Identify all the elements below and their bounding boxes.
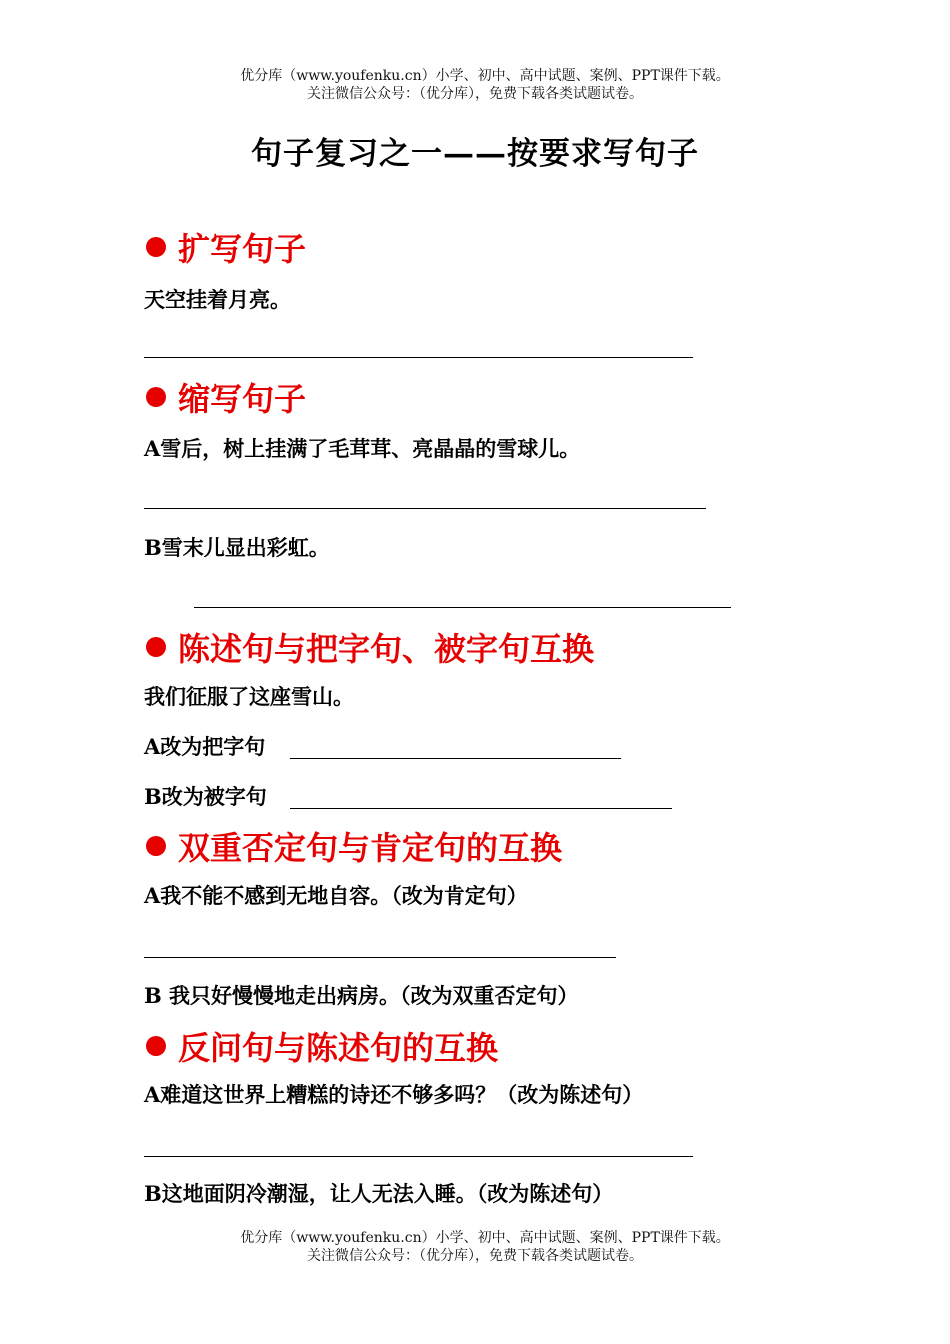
answer-line[interactable] — [144, 957, 616, 958]
question-text: A雪后，树上挂满了毛茸茸、亮晶晶的雪球儿。 — [144, 436, 581, 461]
section-heading-label: 陈述句与把字句、被字句互换 — [178, 630, 595, 668]
bullet-icon — [146, 637, 166, 657]
section-heading-label: 扩写句子 — [178, 230, 307, 268]
bullet-icon — [146, 1036, 166, 1056]
page-footer — [0, 1229, 950, 1265]
bullet-icon — [146, 836, 166, 856]
question-text: A难道这世界上糟糕的诗还不够多吗？（改为陈述句） — [144, 1082, 644, 1107]
answer-line[interactable] — [144, 1156, 693, 1157]
question-text: A改为把字句 — [144, 734, 266, 759]
bullet-icon — [146, 237, 166, 257]
answer-line[interactable] — [144, 357, 693, 358]
section-heading-expand — [146, 226, 306, 268]
page-header — [0, 67, 950, 103]
question-text: B 我只好慢慢地走出病房。（改为双重否定句） — [144, 983, 579, 1008]
section-heading-double-negative — [146, 825, 562, 867]
section-heading-rhetorical — [146, 1025, 498, 1067]
question-text: 我们征服了这座雪山。 — [144, 684, 354, 709]
question-text: 天空挂着月亮。 — [144, 287, 291, 312]
answer-line[interactable] — [290, 758, 621, 759]
question-text: B改为被字句 — [144, 784, 267, 809]
answer-line[interactable] — [144, 508, 706, 509]
footer-line-2: 关注微信公众号：（优分库），免费下载各类试题试卷。 — [307, 1248, 643, 1264]
section-heading-label: 反问句与陈述句的互换 — [178, 1029, 499, 1067]
section-heading-label: 缩写句子 — [178, 380, 307, 418]
question-text: A我不能不感到无地自容。（改为肯定句） — [144, 883, 528, 908]
header-line-2: 关注微信公众号：（优分库），免费下载各类试题试卷。 — [307, 86, 643, 102]
section-heading-ba-bei — [146, 626, 594, 668]
header-line-1: 优分库（www.youfenku.cn）小学、初中、高中试题、案例、PPT课件下载。 — [240, 68, 730, 84]
footer-line-1: 优分库（www.youfenku.cn）小学、初中、高中试题、案例、PPT课件下载。 — [240, 1230, 730, 1246]
question-text: B雪末儿显出彩虹。 — [144, 535, 330, 560]
section-heading-label: 双重否定句与肯定句的互换 — [178, 829, 563, 867]
answer-line[interactable] — [290, 808, 672, 809]
bullet-icon — [146, 387, 166, 407]
page-title: 句子复习之一——按要求写句子 — [251, 136, 699, 172]
answer-line[interactable] — [194, 607, 731, 608]
section-heading-condense — [146, 376, 306, 418]
question-text: B这地面阴冷潮湿，让人无法入睡。（改为陈述句） — [144, 1181, 614, 1206]
